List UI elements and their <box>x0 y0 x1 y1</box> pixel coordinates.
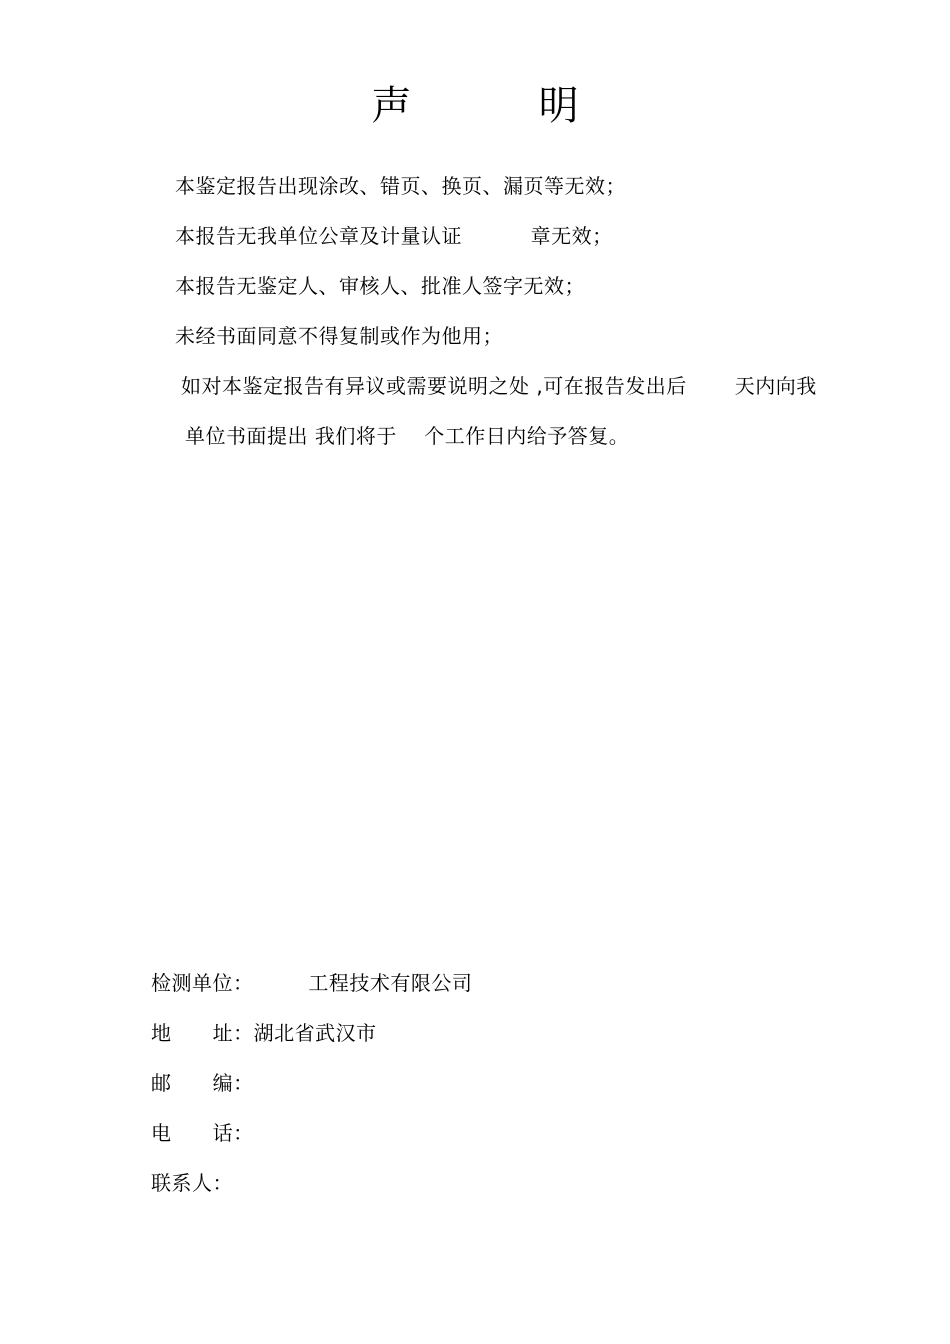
phone: 电 话： <box>151 1121 254 1145</box>
statement-line: 本报告无鉴定人、审核人、批准人签字无效； <box>175 274 585 298</box>
testing-unit: 检测单位： 工程技术有限公司 <box>151 971 473 995</box>
address: 地 址：湖北省武汉市 <box>151 1021 377 1045</box>
statement-line: 单位书面提出 我们将于 个工作日内给予答复。 <box>185 424 630 448</box>
postcode: 邮 编： <box>151 1071 254 1095</box>
statement-line: 本报告无我单位公章及计量认证 章无效； <box>175 224 613 248</box>
statement-line: 未经书面同意不得复制或作为他用； <box>175 324 503 348</box>
statement-line: 如对本鉴定报告有异议或需要说明之处 ,可在报告发出后 天内向我 <box>181 374 817 398</box>
contact-person: 联系人： <box>151 1171 233 1195</box>
page-title: 声 明 <box>371 83 579 129</box>
statement-line: 本鉴定报告出现涂改、错页、换页、漏页等无效； <box>175 174 626 198</box>
